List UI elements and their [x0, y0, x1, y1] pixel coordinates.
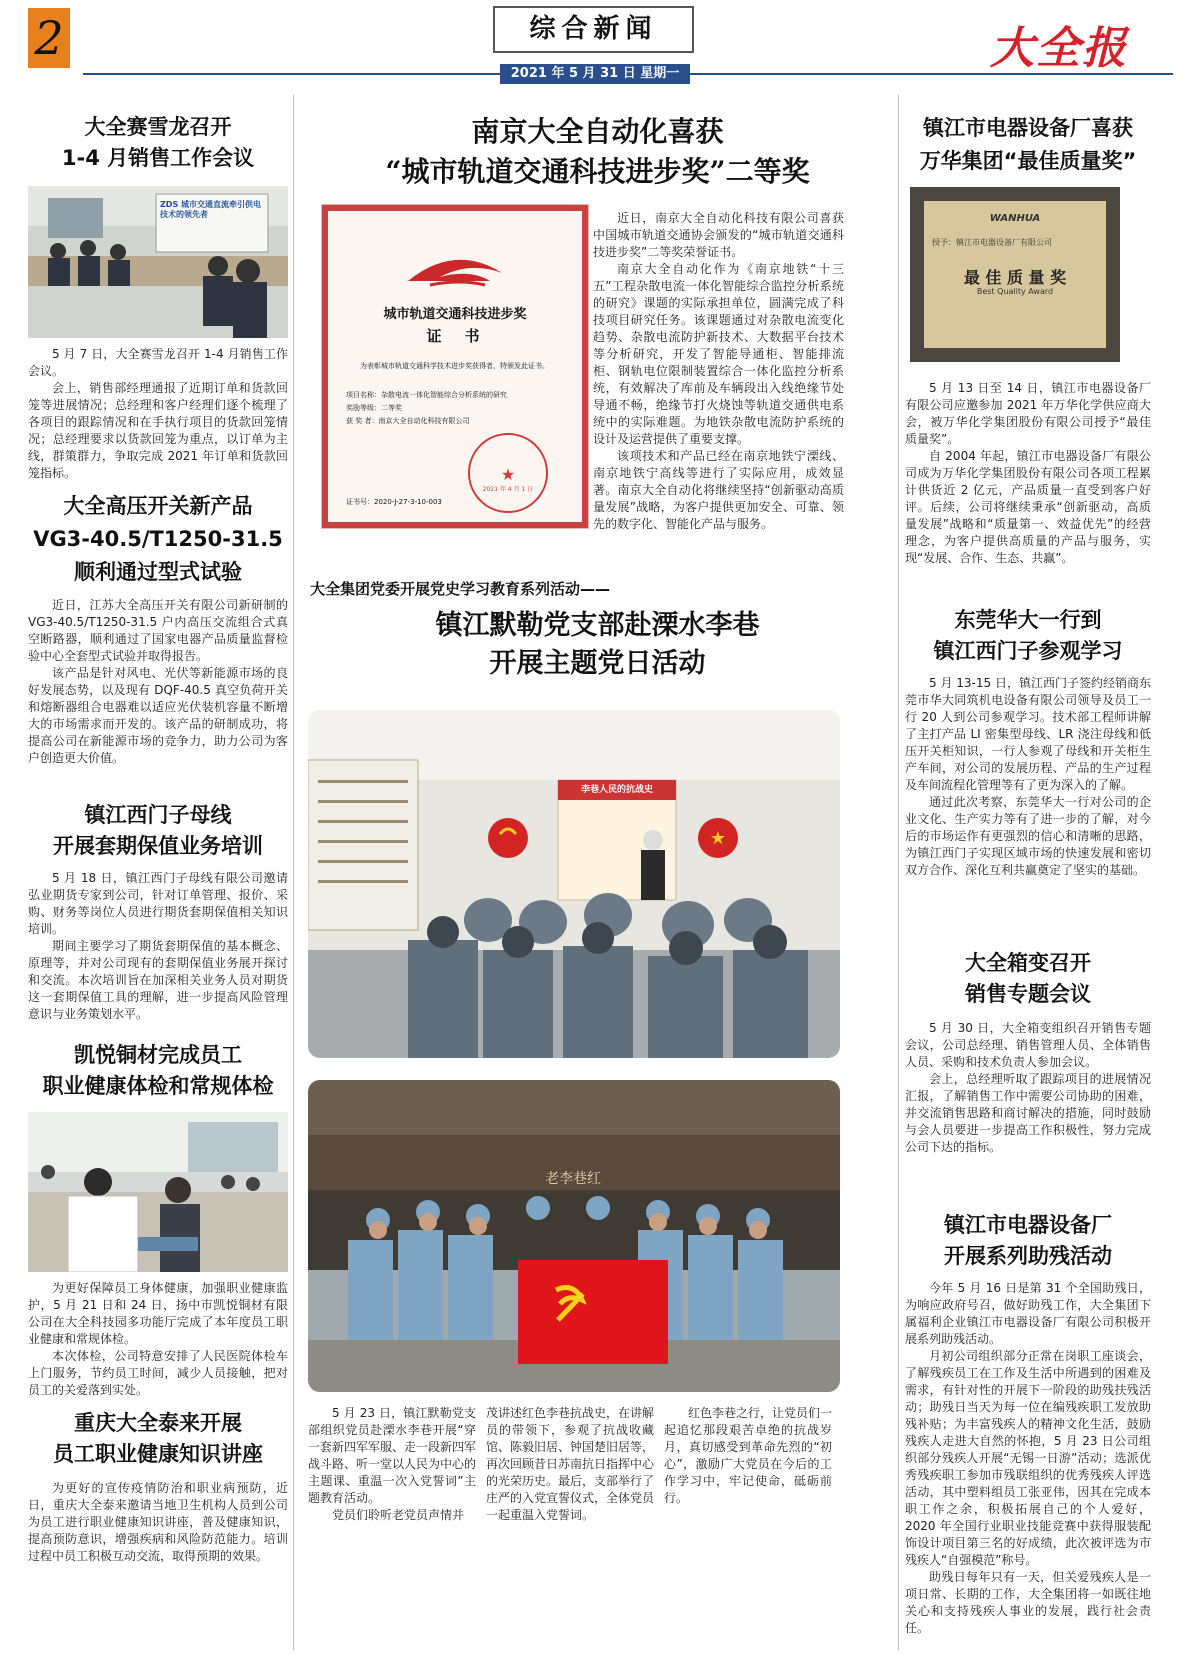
article-body: 今年 5 月 16 日是第 31 个全国助残日，为响应政府号召，做好助残工作，大全集团下属福利企业镇江市电器设备厂有限公司积极开展系列助残活动。 月初公司组织部分正常在岗职工座谈会，了解残疾员工在工作及生活中所遇到的困难及需求，有针对性的开展下一阶段的助残扶残活动；助残日当天为每一位在编残疾职工发放助残补贴；为丰富残疾人的精神文化生活，鼓励残疾人走进大自然的怀抱，5 月 23 日公司组织部分残疾人开展“无锡一日游”活动；选派优秀残疾职工参加市残联组织的优秀残疾人评选活动，其中塑料组员工张亚伟，因其在完成本职工作之余，积极拓展自己的个人爱好，2020 年全国行业职业技能竞赛中获得服装配饰设计项目第三名的好成绩，此次被评选为市残疾人“自强模范”称号。 助残日每年只有一天，但关爱残疾人是一项日常、长期的工作，大全集团将一如既往地关心和支持残疾人事业的发展，践行社会责任。	[905, 1281, 1151, 1635]
article-body: 近日，江苏大全高压开关有限公司新研制的 VG3-40.5/T1250-31.5 户内高压交流组合式真空断路器，顺利通过了国家电器产品质量监督检验中心全套型式试验并取得报告。 该产品是针对风电、光伏等新能源市场的良好发展态势，以及现有 DQF-40.5 真空负荷开关和熔断器组合电器难以适应光伏装机容量不断增大的市场需求而开发的。该产品的研制成功，将提高公司在新能源市场的竞争力，助力公司为客户创造更大价值。	[28, 598, 288, 765]
issue-date: 2021 年 5 月 31 日 星期一	[500, 64, 690, 84]
headline: 东莞华大一行到 镇江西门子参观学习	[933, 608, 1123, 663]
article-huada	[905, 605, 1151, 879]
headline: 重庆大全泰来开展 员工职业健康知识讲座	[53, 1411, 263, 1466]
headline: 镇江市电器设备厂 开展系列助残活动	[944, 1213, 1112, 1268]
party-body-col2: 茂讲述红色李巷抗战史，在讲解员的带领下，参观了抗战收藏馆、陈毅旧居、钟国楚旧居等，再次回顾昔日苏南抗日指挥中心的光荣历史。最后，支部举行了庄严的入党宣誓仪式，全体党员一起重温入党誓词。	[486, 1406, 655, 1522]
article-kaiyue	[28, 1040, 288, 1399]
headline: 凯悦铜材完成员工 职业健康体检和常规体检	[42, 1043, 274, 1098]
lead-headline: 南京大全自动化喜获 “城市轨道交通科技进步奖”二等奖	[385, 115, 810, 188]
plaque-panel	[924, 201, 1106, 348]
section-title: 综合新闻	[493, 6, 694, 53]
certificate-heading: 证 书	[426, 327, 484, 345]
classroom-image	[308, 710, 840, 1058]
lead-article-body: 近日，南京大全自动化科技有限公司喜获中国城市轨道交通协会颁发的“城市轨道交通科技进步奖”二等奖荣誉证书。 南京大全自动化作为《南京地铁“十三五”工程杂散电流一体化智能综合监控分析系统的研究》课题的实际承担单位，圆满完成了科技项目研究任务。该课题通过对杂散电流变化趋势、杂散电流防护新技术、大数据平台技术等分析研究，开发了智能导通柜、智能排流柜、钢轨电位限制装置综合一体化监控分析系统，有效解决了库前及车辆段出入线绝缘节处导通不畅，绝缘节打火烧蚀等轨道交通供电系统中的实际难题。为地铁杂散电流防护系统的设计及运营提供了重要支撑。 该项技术和产品已经在南京地铁宁溧线、南京地铁宁高线等进行了实际应用，成效显著。南京大全自动化将继续坚持“创新驱动高质量发展”战略，为客户提供更加安全、可靠、领先的数字化、智能化产品与服务。	[593, 211, 844, 531]
headline: 大全箱变召开 销售专题会议	[965, 951, 1091, 1006]
banner-text: ZDS 城市交通直流牵引供电技术的领先者	[160, 200, 261, 219]
party-body-col1: 5 月 23 日，镇江默勒党支部组织党员赴溧水李巷开展“穿一套新四军军服、走一段新四军战斗路、听一堂以人民为中心的主题课、重温一次入党誓词”主题教育活动。 党员们聆听老党员声情并	[308, 1406, 477, 1522]
article-body: 5 月 18 日，镇江西门子母线有限公司邀请弘业期货专家到公司，针对订单管理、报价、采购、财务等岗位人员进行期货套期保值相关知识培训。 期间主要学习了期货套期保值的基本概念、原理等，并对公司现有的套期保值业务展开探讨和交流。本次培训旨在加深相关业务人员对期货这一套期保值工具的理解，进一步提高风险管理意识与业务策划水平。	[28, 871, 288, 1021]
newspaper-logo: 大全报	[990, 23, 1128, 74]
article-disability-aid	[905, 1210, 1151, 1637]
slide-title: 李巷人民的抗战史	[580, 785, 653, 795]
svg-text:★: ★	[709, 828, 727, 849]
certificate-award-name: 城市轨道交通科技进步奖	[383, 307, 527, 322]
classroom-photo	[308, 710, 840, 1058]
group-photo-image	[308, 1080, 840, 1392]
meeting-photo	[28, 186, 288, 338]
plaque-logo: WANHUA	[989, 213, 1041, 224]
award-plaque	[910, 187, 1120, 362]
party-body-col3: 红色李巷之行，让党员们一起追忆那段艰苦卓绝的抗战岁月，真切感受到革命先烈的“初心”，激励广大党员在今后的工作学习中，牢记使命，砥砺前行。	[664, 1406, 833, 1505]
lead-article	[310, 112, 885, 192]
article-wanhua-body: 5 月 13 日至 14 日，镇江市电器设备厂有限公司应邀参加 2021 年万华化学供应商大会，被万华化学集团股份有限公司授予“最佳质量奖”。 自 2004 年起，镇江市电器设备厂有限公司成为万华化学集团股份有限公司各项工程累计供货近 2 亿元，产品质量一直受到客户好评。后续，公司将继续秉承“创新驱动，高质量发展”战略和“质量第一、效益优先”的经营理念，为客户提供高质量的产品与服务，实现“发展、合作、生态、共赢”。	[905, 381, 1151, 565]
article-box-transformer	[905, 948, 1151, 1156]
kicker: 大全集团党委开展党史学习教育系列活动——	[310, 580, 611, 598]
article-body: 为更好保障员工身体健康，加强职业健康监护，5 月 21 日和 24 日，扬中市凯悦铜材有限公司在大全科技园多功能厅完成了本年度员工职业健康和常规体检。 本次体检，公司特意安排了人民医院体检车上门服务，节约员工时间，减少人员接触，把对员工的关爱落到实处。	[28, 1281, 288, 1397]
article-siemens-busbar	[28, 800, 288, 1023]
column-rule-right	[898, 95, 899, 1650]
headline: 镇江市电器设备厂喜获 万华集团“最佳质量奖”	[919, 116, 1137, 173]
certificate-fields: 项目名称：杂散电流一体化智能综合分析系统的研究 奖励等级：二等奖 获 奖 者：南京大全自动化科技有限公司	[346, 391, 507, 425]
article-vg3	[28, 490, 288, 767]
health-check-image	[28, 1112, 288, 1272]
column-rule-left	[293, 95, 294, 1650]
article-body: 5 月 7 日，大全赛雪龙召开 1-4 月销售工作会议。 会上，销售部经理通报了近期订单和货款回笼等进展情况；总经理和客户经理们逐个梳理了各项目的跟踪情况和在手执行项目的货款回笼情况；总经理要求以货款回笼为重点，以订单为主线，群策群力，争取完成 2021 年订单和货款回笼指标。	[28, 347, 288, 480]
party-headline: 镇江默勒党支部赴溧水李巷 开展主题党日活动	[435, 610, 760, 679]
group-photo	[308, 1080, 840, 1392]
plaque-inscription: 老李巷红	[545, 1171, 601, 1187]
article-body: 5 月 30 日，大全箱变组织召开销售专题会议，公司总经理、销售管理人员、全体销售人员、采购和技术负责人参加会议。 会上，总经理听取了跟踪项目的进展情况汇报，了解销售工作中需要公司协助的困难，并交流销售思路和商讨解决的措施，同时鼓励与会人员要进一步提高工作积极性，努力完成公司下达的指标。	[905, 1021, 1151, 1154]
article-body: 为更好的宣传疫情防治和职业病预防，近日，重庆大全泰来邀请当地卫生机构人员到公司为员工进行职业健康知识讲座，普及健康知识，提高预防意识，增强疾病和风险防范能力。培训过程中员工积极互动交流，取得预期的效果。	[28, 1481, 288, 1563]
article-chongqing	[28, 1408, 288, 1565]
certificate-text: 为表彰城市轨道交通科学技术进步奖获得者，特颁发此证书。	[360, 362, 549, 370]
party-article	[310, 578, 885, 683]
headline: 大全赛雪龙召开 1-4 月销售工作会议	[61, 115, 255, 170]
certificate-number: 证书号：2020-J-27-3-10-003	[346, 498, 442, 506]
article-saixuelong	[28, 112, 288, 482]
headline: 镇江西门子母线 开展套期保值业务培训	[53, 803, 263, 858]
certificate-logo	[328, 251, 582, 297]
article-wanhua	[905, 112, 1151, 178]
plaque-award-english: Best Quality Award	[976, 287, 1054, 296]
page-number: 2	[28, 8, 70, 68]
award-certificate	[322, 205, 588, 528]
official-seal: ★ 2021 年 4 月 1 日	[468, 433, 548, 513]
health-check-photo	[28, 1112, 288, 1272]
plaque-award-name: 最 佳 质 量 奖	[963, 268, 1067, 287]
plaque-recipient: 授予：镇江市电器设备厂有限公司	[932, 238, 1052, 247]
headline: 大全高压开关新产品 VG3-40.5/T1250-31.5 顺利通过型式试验	[33, 494, 283, 584]
article-body: 5 月 13-15 日，镇江西门子签约经销商东莞市华大同筑机电设备有限公司领导及员工一行 20 人到公司参观学习。技术部工程师讲解了主打产品 LI 密集型母线、LR 浇注母线和低压开关柜知识，一行人参观了母线和开关柜生产车间，对公司的发展历程、产品的生产过程及车间流程化管理等有了更为深入的了解。 通过此次考察，东莞华大一行对公司的企业文化、生产实力等有了进一步的了解，对今后的市场运作有更强烈的信心和清晰的思路，为镇江西门子实现区域市场的快速发展和密切双方合作、深化互利共赢奠定了坚实的基础。	[905, 676, 1151, 877]
